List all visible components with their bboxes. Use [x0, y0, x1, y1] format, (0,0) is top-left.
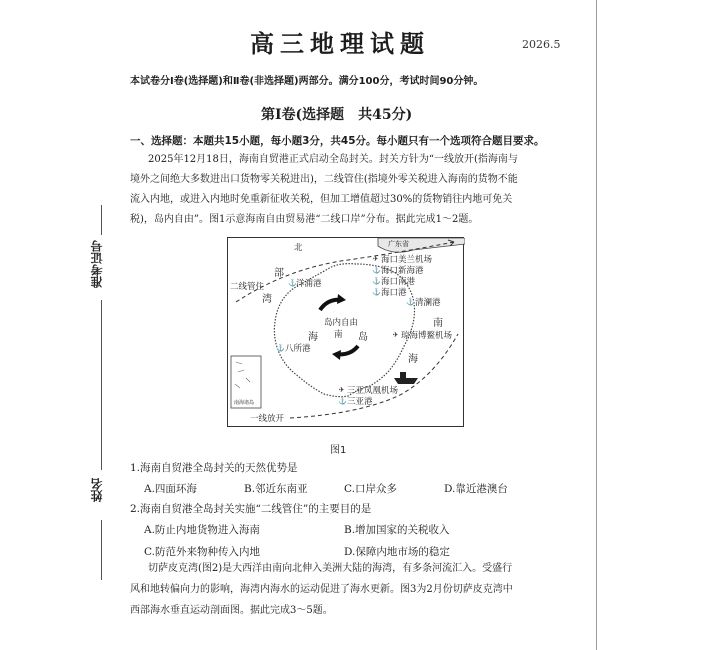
port-label: 八所港: [285, 344, 311, 354]
inner-free-label: 南: [334, 330, 343, 340]
option-a: A.四面环海: [144, 483, 197, 495]
gulf-label: 湾: [262, 294, 272, 305]
airport-icon: ✈: [372, 255, 379, 263]
question-stem: 2.海南自贸港全岛封关实施“二线管住”的主要目的是: [130, 503, 372, 515]
inset-label: 南海诸岛: [234, 400, 255, 406]
passage1-line: 税)，岛内自由”。图1示意海南自由贸易港“二线口岸”分布。据此完成1～2题。: [130, 214, 479, 225]
part-heading: 第Ⅰ卷(选择题 共45分): [261, 107, 413, 123]
sea-label: 海: [408, 354, 418, 365]
sidebar-rule: [101, 520, 102, 580]
port-label: 洋浦港: [296, 279, 322, 289]
exam-instructions: 本试卷分Ⅰ卷(选择题)和Ⅱ卷(非选择题)两部分。满分100分，考试时间90分钟。: [130, 76, 484, 87]
option-b: B.增加国家的关税收入: [344, 524, 450, 536]
option-b: B.邻近东南亚: [244, 483, 308, 495]
gulf-label: 部: [274, 268, 284, 279]
sea-label: 海: [308, 332, 318, 343]
option-d: D.靠近港澳台: [444, 483, 508, 495]
anchor-icon: ⚓: [372, 277, 381, 285]
exam-title: 高三地理试题: [250, 29, 430, 58]
passage1-line: 境外之间绝大多数进出口货物零关税进出)，二线管住(指境外零关税进入海南的货物不能: [130, 174, 518, 185]
airport-icon: ✈: [392, 331, 399, 339]
ship-cabin: [400, 372, 406, 378]
student-name-label: 姓名: [90, 478, 104, 502]
option-c: C.口岸众多: [344, 483, 397, 495]
second-line-label: 二线管住: [230, 282, 265, 292]
inner-free-label: 岛内自由: [324, 318, 359, 328]
anchor-icon: ⚓: [372, 288, 381, 296]
sea-label: 南: [433, 318, 443, 329]
port-label: 清澜港: [415, 298, 441, 308]
option-c: C.防范外来物种传入内地: [144, 546, 260, 558]
passage2-line: 切萨皮克湾(图2)是大西洋由南向北伸入美洲大陆的海湾，有多条河流汇入。受盛行: [148, 563, 513, 574]
passage1-line: 2025年12月18日，海南自贸港正式启动全岛封关。封关方针为“一线放开(指海南与: [148, 154, 518, 165]
anchor-icon: ⚓: [406, 298, 415, 306]
anchor-icon: ⚓: [288, 279, 297, 287]
port-label: 三亚凤凰机场: [347, 386, 399, 396]
passage2-line: 风和地转偏向力的影响，海湾内海水的运动促进了海水更新。图3为2月份切萨皮克湾中: [130, 584, 513, 595]
sidebar-rule: [101, 205, 102, 235]
port-label: 海口南港: [381, 277, 416, 287]
first-line-label: 一线放开: [250, 414, 285, 424]
guangdong-label: 广东省: [388, 240, 409, 248]
anchor-icon: ⚓: [372, 266, 381, 274]
port-label: 海口新海港: [381, 266, 424, 276]
airport-icon: ✈: [338, 386, 345, 394]
hainan-port-map: [227, 237, 464, 427]
exam-date: 2026.5: [522, 38, 561, 51]
question-stem: 1.海南自贸港全岛封关的天然优势是: [130, 462, 298, 474]
anchor-icon: ⚓: [338, 397, 347, 405]
option-d: D.保障内地市场的稳定: [344, 546, 450, 558]
anchor-icon: ⚓: [276, 344, 285, 352]
passage2-line: 西部海水垂直运动剖面图。据此完成3～5题。: [130, 605, 333, 616]
sidebar-rule: [101, 300, 102, 470]
option-a: A.防止内地货物进入海南: [144, 524, 260, 536]
binding-line: [596, 0, 597, 650]
candidate-id-label: 准考证号: [90, 240, 104, 288]
port-label: 海口港: [381, 288, 407, 298]
port-label: 海口美兰机场: [381, 255, 433, 265]
port-label: 三亚港: [347, 397, 373, 407]
section-heading: 一、选择题：本题共15小题，每小题3分，共45分。每小题只有一个选项符合题目要求。: [130, 135, 545, 147]
port-label: 琼海博鳌机场: [401, 331, 453, 341]
passage1-line: 流入内地，或进入内地时免重新征收关税，但加工增值超过30%的货物销往内地可免关: [130, 194, 513, 205]
figure-caption: 图1: [330, 445, 347, 456]
island-label: 岛: [358, 332, 368, 343]
north-label: 北: [294, 243, 303, 253]
